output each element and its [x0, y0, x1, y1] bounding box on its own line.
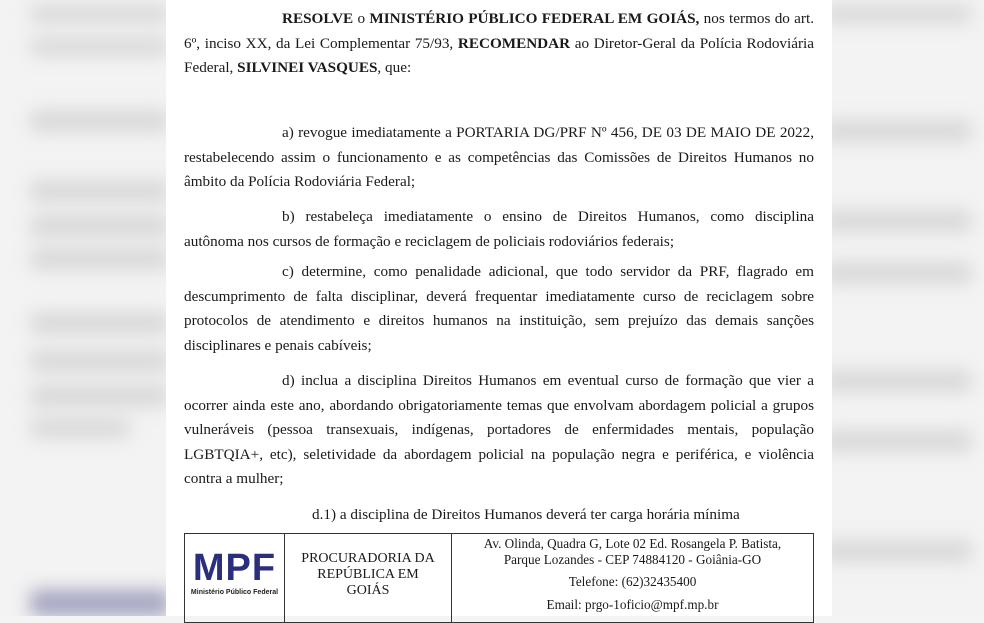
- letterhead-footer: [184, 533, 814, 623]
- resolve-text: RESOLVE: [282, 10, 354, 27]
- mpf-logo-text: MPF: [192, 546, 277, 589]
- blurred-background-right: [832, 0, 984, 616]
- recommend-text: RECOMENDAR: [457, 34, 571, 52]
- intro-paragraph: [184, 7, 814, 81]
- connector-text: o: [353, 10, 370, 27]
- phone-text: Telefone: (62)32435400: [568, 574, 697, 589]
- item-b: b) restabeleça imediatamente o ensino de Direitos Humanos, como disciplina autônoma nos cursos de formação e reciclagem de policiais rodoviários federais;: [184, 208, 814, 250]
- org-line: REPÚBLICA EM: [317, 567, 419, 582]
- item-d: d) inclua a disciplina Direitos Humanos em eventual curso de formação que vier a ocorrer ainda este ano, abordando obrigatoriamente temas que envolvam abordagem policial a grupos vulneráveis (pessoa transexuais, indígenas, portadores de enfermidades mentais, população LGBTQIA+, etc), seletividade da abordagem policial na população negra e periférica, e violência contra a mulher;: [184, 372, 814, 487]
- item-d1: d.1) a disciplina de Direitos Humanos deverá ter carga horária mínima: [312, 506, 740, 523]
- org-line: GOIÁS: [346, 583, 390, 598]
- item-a: a) revogue imediatamente a PORTARIA DG/PRF Nº 456, DE 03 DE MAIO DE 2022, restabelecendo assim o funcionamento e as competências das Comissões de Direitos Humanos no âmbito da Polícia Rodoviária Federal;: [184, 124, 814, 190]
- mpf-logo: [185, 534, 285, 622]
- director-name: SILVINEI VASQUES: [237, 59, 378, 76]
- email-text: Email: prgo-1oficio@mpf.mp.br: [546, 597, 719, 612]
- address-line: Parque Lozandes - CEP 74884120 - Goiânia-GO: [503, 552, 762, 567]
- org-line: PROCURADORIA DA: [301, 551, 435, 566]
- intro-text: nos termos do art. 6º, inciso XX, da Lei Complementar 75/93,: [184, 10, 815, 52]
- organization-block: [285, 534, 452, 622]
- blurred-background-left: [0, 0, 166, 616]
- address-line: Av. Olinda, Quadra G, Lote 02 Ed. Rosangela P. Batista,: [483, 536, 782, 551]
- intro-text: , que:: [377, 59, 412, 76]
- mpf-logo-subtitle: Ministério Público Federal: [190, 588, 279, 596]
- contact-block: [452, 534, 813, 622]
- intro-text: ao Diretor-Geral da Polícia Rodoviária Federal,: [184, 34, 815, 76]
- item-c: c) determine, como penalidade adicional, que todo servidor da PRF, flagrado em descumprimento de falta disciplinar, deverá frequentar imediatamente curso de reciclagem sobre protocolos de atendimento e direitos humanos na instituição, sem prejuízo das demais sanções disciplinares e penais cabíveis;: [184, 263, 814, 354]
- organization-name: MINISTÉRIO PÚBLICO FEDERAL EM GOIÁS,: [369, 10, 700, 27]
